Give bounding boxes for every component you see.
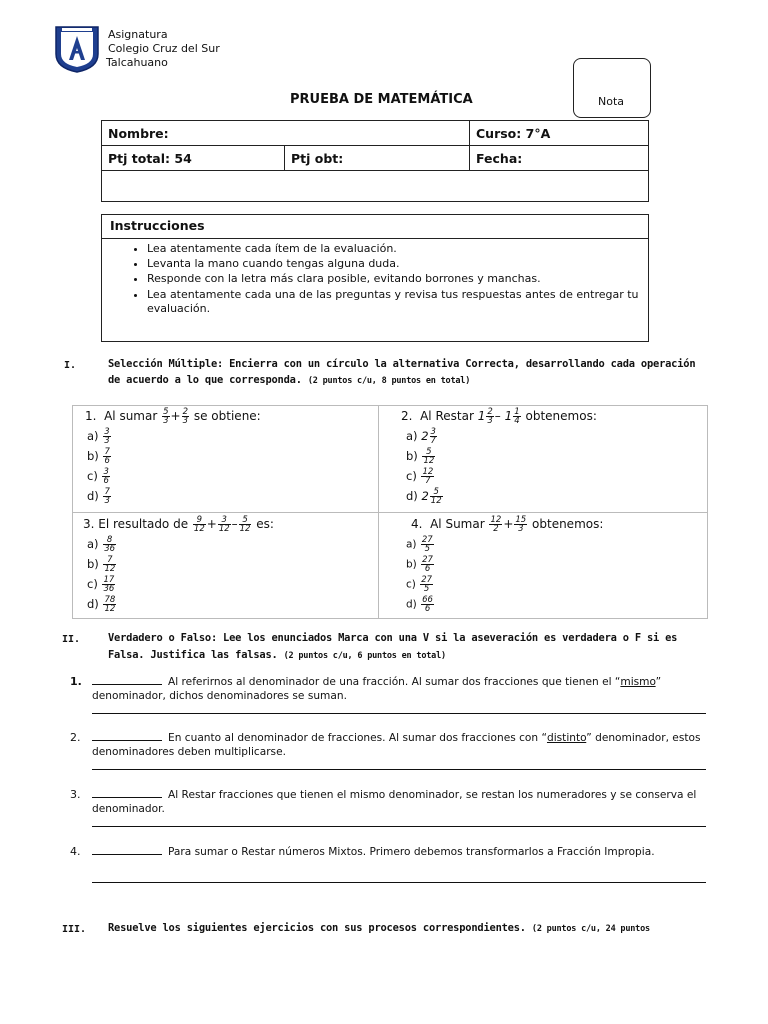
justification-line[interactable] xyxy=(92,713,706,714)
option-q2-a[interactable]: a) 2 $\frac{3}{7}$ xyxy=(406,427,436,446)
option-q3-d[interactable]: d) $\frac{78}{12}$ xyxy=(87,595,116,614)
instruction-item: • Levanta la mano cuando tengas alguna duda. xyxy=(147,257,648,271)
section-3-text: Resuelve los siguientes ejercicios con sus procesos correspondientes. xyxy=(108,922,526,934)
section-3-number: III. xyxy=(62,924,87,935)
answer-blank[interactable] xyxy=(92,730,162,741)
option-q4-d[interactable]: d) $\frac{66}{6}$ xyxy=(406,595,433,614)
fraction: $\frac{5}{3}$ xyxy=(163,407,169,426)
question-text: El resultado de xyxy=(98,517,189,531)
obtained-score-field[interactable]: Ptj obt: xyxy=(285,146,470,171)
grade-box-label: Nota xyxy=(598,95,625,108)
blank-row xyxy=(102,171,649,202)
question-number: 2. xyxy=(401,409,413,423)
total-score-field: Ptj total: 54 xyxy=(102,146,285,171)
answer-blank[interactable] xyxy=(92,844,162,855)
option-q1-a[interactable]: a) $\frac{3}{3}$ xyxy=(87,427,110,446)
section-1-instructions xyxy=(108,356,708,389)
instructions-box xyxy=(101,214,649,342)
school-crest-icon xyxy=(52,24,102,74)
section-1-number: I. xyxy=(64,360,77,371)
section-3-instructions xyxy=(108,920,728,937)
question-text: obtenemos: xyxy=(525,409,597,423)
student-info-table xyxy=(101,120,649,202)
justification-line[interactable] xyxy=(92,882,706,883)
tf-item-number: 1. xyxy=(70,675,82,688)
name-field[interactable]: Nombre: xyxy=(102,121,470,146)
section-1-text: Selección Múltiple: Encierra con un círculo la alternativa Correcta, desarrollando cada operación de acuerdo a lo que corresponda. xyxy=(108,358,696,386)
question-number: 4. xyxy=(411,517,423,531)
fraction: $\frac{2}{3}$ xyxy=(487,407,493,426)
fraction: $\frac{1}{4}$ xyxy=(514,407,520,426)
question-3 xyxy=(83,516,274,533)
grade-box[interactable] xyxy=(573,58,651,118)
instruction-item: • Lea atentamente cada una de las preguntas y revisa tus respuestas antes de entregar tu evaluación. xyxy=(147,288,648,316)
question-text: obtenemos: xyxy=(532,517,604,531)
question-text: se obtiene: xyxy=(193,409,261,423)
operator: – xyxy=(494,409,501,423)
justification-line[interactable] xyxy=(92,826,706,827)
option-q1-c[interactable]: c) $\frac{3}{6}$ xyxy=(87,467,109,486)
operator: + xyxy=(503,517,514,531)
question-text: Al sumar xyxy=(104,409,158,423)
instructions-list xyxy=(102,242,648,316)
fraction: $\frac{3}{12}$ xyxy=(218,515,230,534)
tf-item-number: 3. xyxy=(70,788,81,801)
tf-item-1: Al referirnos al denominador de una fracción. Al sumar dos fracciones que tienen el “mismo” denominador, dichos denominadores se suman. xyxy=(92,676,662,702)
question-4 xyxy=(411,516,603,533)
instruction-item: • Responde con la letra más clara posible, evitando borrones y manchas. xyxy=(147,272,648,286)
tf-item-number: 4. xyxy=(70,845,81,858)
subject-label: Asignatura xyxy=(108,28,168,41)
question-1 xyxy=(85,408,261,425)
fraction: $\frac{5}{12}$ xyxy=(239,515,251,534)
question-text: Al Sumar xyxy=(430,517,485,531)
option-q3-a[interactable]: a) $\frac{8}{36}$ xyxy=(87,535,116,554)
question-text: Al Restar xyxy=(420,409,474,423)
course-field: Curso: 7°A xyxy=(470,121,649,146)
option-q3-c[interactable]: c) $\frac{17}{36}$ xyxy=(87,575,115,594)
fraction: $\frac{9}{12}$ xyxy=(193,515,205,534)
option-q4-a[interactable]: a) $\frac{27}{5}$ xyxy=(406,535,433,554)
city-name: Talcahuano xyxy=(106,56,168,69)
school-name: Colegio Cruz del Sur xyxy=(108,42,220,55)
fraction: $\frac{15}{3}$ xyxy=(515,515,527,534)
question-text: es: xyxy=(256,517,274,531)
page-title: PRUEBA DE MATEMÁTICA xyxy=(290,92,473,107)
tf-item-4: Para sumar o Restar números Mixtos. Primero debemos transformarlos a Fracción Impropia. xyxy=(92,844,708,859)
question-number: 3. xyxy=(83,517,95,531)
grid-divider-horizontal xyxy=(73,512,707,513)
justification-line[interactable] xyxy=(92,769,706,770)
answer-blank[interactable] xyxy=(92,674,162,685)
section-2-number: II. xyxy=(62,634,81,645)
option-q1-d[interactable]: d) $\frac{7}{3}$ xyxy=(87,487,110,506)
instruction-item: • Lea atentamente cada ítem de la evaluación. xyxy=(147,242,648,256)
multiple-choice-grid xyxy=(72,405,708,619)
question-2: 2. Al Restar 1 $\frac{2}{3}$ – 1 $\frac{1}{4}$ obtenemos: xyxy=(401,407,597,426)
option-q2-b[interactable]: b) $\frac{5}{12}$ xyxy=(406,447,435,466)
option-q2-c[interactable]: c) $\frac{12}{7}$ xyxy=(406,467,434,486)
option-q4-c[interactable]: c) $\frac{27}{5}$ xyxy=(406,575,433,594)
question-number: 1. xyxy=(85,409,97,423)
option-q4-b[interactable]: b) $\frac{27}{6}$ xyxy=(406,555,433,574)
tf-item-number: 2. xyxy=(70,731,81,744)
answer-blank[interactable] xyxy=(92,787,162,798)
tf-item-2: En cuanto al denominador de fracciones. Al sumar dos fracciones con “distinto” denominador, estos denominadores deben multiplicarse. xyxy=(92,732,701,758)
section-1-points: (2 puntos c/u, 8 puntos en total) xyxy=(307,376,471,386)
section-2-instructions xyxy=(108,630,708,665)
section-2-points: (2 puntos c/u, 6 puntos en total) xyxy=(283,651,446,661)
operator: + xyxy=(206,517,217,531)
tf-item-3: Al Restar fracciones que tienen el mismo denominador, se restan los numeradores y se conserva el denominador. xyxy=(92,789,697,815)
option-q1-b[interactable]: b) $\frac{7}{6}$ xyxy=(87,447,110,466)
school-logo xyxy=(52,24,102,74)
section-3-points: (2 puntos c/u, 24 puntos xyxy=(531,924,650,934)
operator: + xyxy=(170,409,181,423)
option-q3-b[interactable]: b) $\frac{7}{12}$ xyxy=(87,555,116,574)
section-2-text: Verdadero o Falso: Lee los enunciados Marca con una V si la aseveración es verdadera o F si es Falsa. Justifica las falsas. xyxy=(108,632,678,661)
operator: – xyxy=(231,517,238,531)
instructions-heading: Instrucciones xyxy=(102,215,648,239)
date-field[interactable]: Fecha: xyxy=(470,146,649,171)
fraction: $\frac{2}{3}$ xyxy=(182,407,189,426)
fraction: $\frac{12}{2}$ xyxy=(490,515,502,534)
option-q2-d[interactable]: d) 2 $\frac{5}{12}$ xyxy=(406,487,442,506)
